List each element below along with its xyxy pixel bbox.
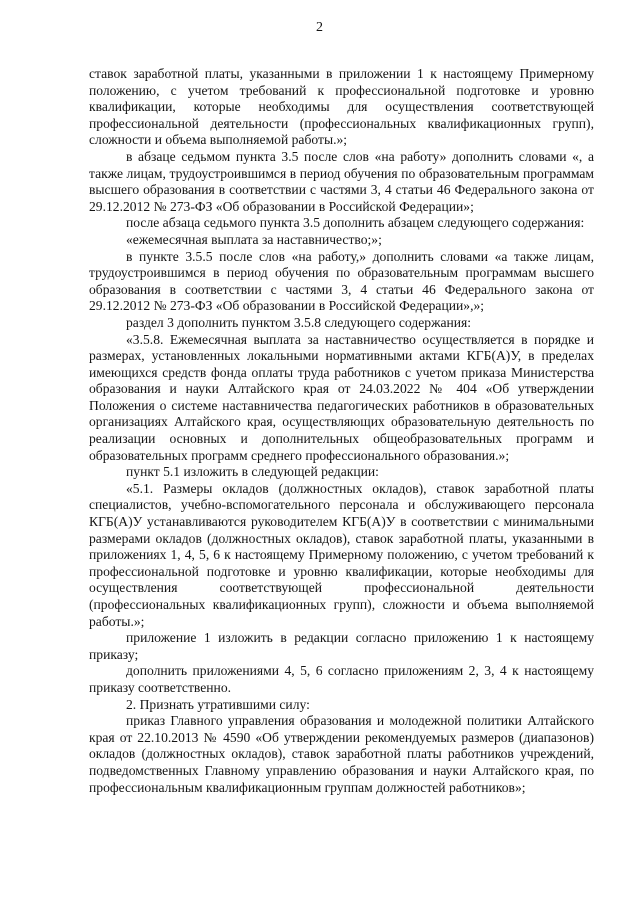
paragraph: приложение 1 изложить в редакции согласно приложению 1 к настоящему приказу; [89, 630, 594, 662]
paragraph: раздел 3 дополнить пунктом 3.5.8 следующего содержания: [126, 314, 472, 330]
paragraph: «5.1. Размеры окладов (должностных окладов), ставок заработной платы специалистов, учебно-вспомогательного персонала и обслуживающего персонала КГБ(А)У устанавливаются руководителем КГБ(А)У в соответствии с минимальными размерами окладов (должностных окладов), ставок заработной платы, указанными в приложениях 1, 4, 5, 6 к настоящему Примерному положению, с учетом требований к профессиональной подготовке и уровню квалификации, которые необходимы для осуществления соответствующей профессиональной деятельности (профессиональных квалификационных групп), сложности и объема выполняемой работы.»; [89, 480, 594, 629]
paragraph: приказ Главного управления образования и молодежной политики Алтайского края от 22.10.2013 № 4590 «Об утверждении рекомендуемых размеров (диапазонов) окладов (должностных окладов), ставок заработной платы работников учреждений, подведомственных Главному управлению образования и науки Алтайского края, по профессиональным квалификационным группам должностей работников»; [89, 713, 594, 795]
section-heading: 2. Признать утратившими силу: [126, 696, 310, 712]
paragraph: ставок заработной платы, указанными в приложении 1 к настоящему Примерному положению, с учетом требований к профессиональной подготовке и уровню квалификации, которые необходимы для осуществления соответствующей профессиональной деятельности (профессиональных квалификационных групп), сложности и объема выполняемой работы.»; [89, 66, 594, 148]
page-number: 2 [316, 20, 323, 35]
paragraph: дополнить приложениями 4, 5, 6 согласно приложениям 2, 3, 4 к настоящему приказу соответственно. [89, 663, 594, 695]
paragraph: пункт 5.1 изложить в следующей редакции: [126, 464, 379, 480]
document-body [89, 66, 594, 796]
paragraph: в пункте 3.5.5 после слов «на работу,» дополнить словами «а также лицам, трудоустроившимся в период обучения по образовательным программам высшего образования в соответствии с частями 3, 4 статьи 46 Федерального закона от 29.12.2012 № 273-ФЗ «Об образовании в Российской Федерации»,»; [89, 248, 594, 314]
paragraph: после абзаца седьмого пункта 3.5 дополнить абзацем следующего содержания: [126, 215, 585, 231]
paragraph: в абзаце седьмом пункта 3.5 после слов «на работу» дополнить словами «, а также лицам, трудоустроившимся в период обучения по образовательным программам высшего образования в соответствии с частями 3, 4 статьи 46 Федерального закона от 29.12.2012 № 273-ФЗ «Об образовании в Российской Федерации»; [89, 148, 594, 214]
paragraph: «3.5.8. Ежемесячная выплата за наставничество осуществляется в порядке и размерах, установленных локальными нормативными актами КГБ(А)У, в пределах имеющихся средств фонда оплаты труда работников с учетом приказа Министерства образования и науки Алтайского края от 24.03.2022 № 404 «Об утверждении Положения о системе наставничества педагогических работников в образовательных организациях Алтайского края, осуществляющих образовательную деятельность по реализации основных и дополнительных общеобразовательных программ и образовательных программ среднего профессионального образования.»; [89, 331, 594, 463]
paragraph: «ежемесячная выплата за наставничество;»; [126, 231, 382, 247]
